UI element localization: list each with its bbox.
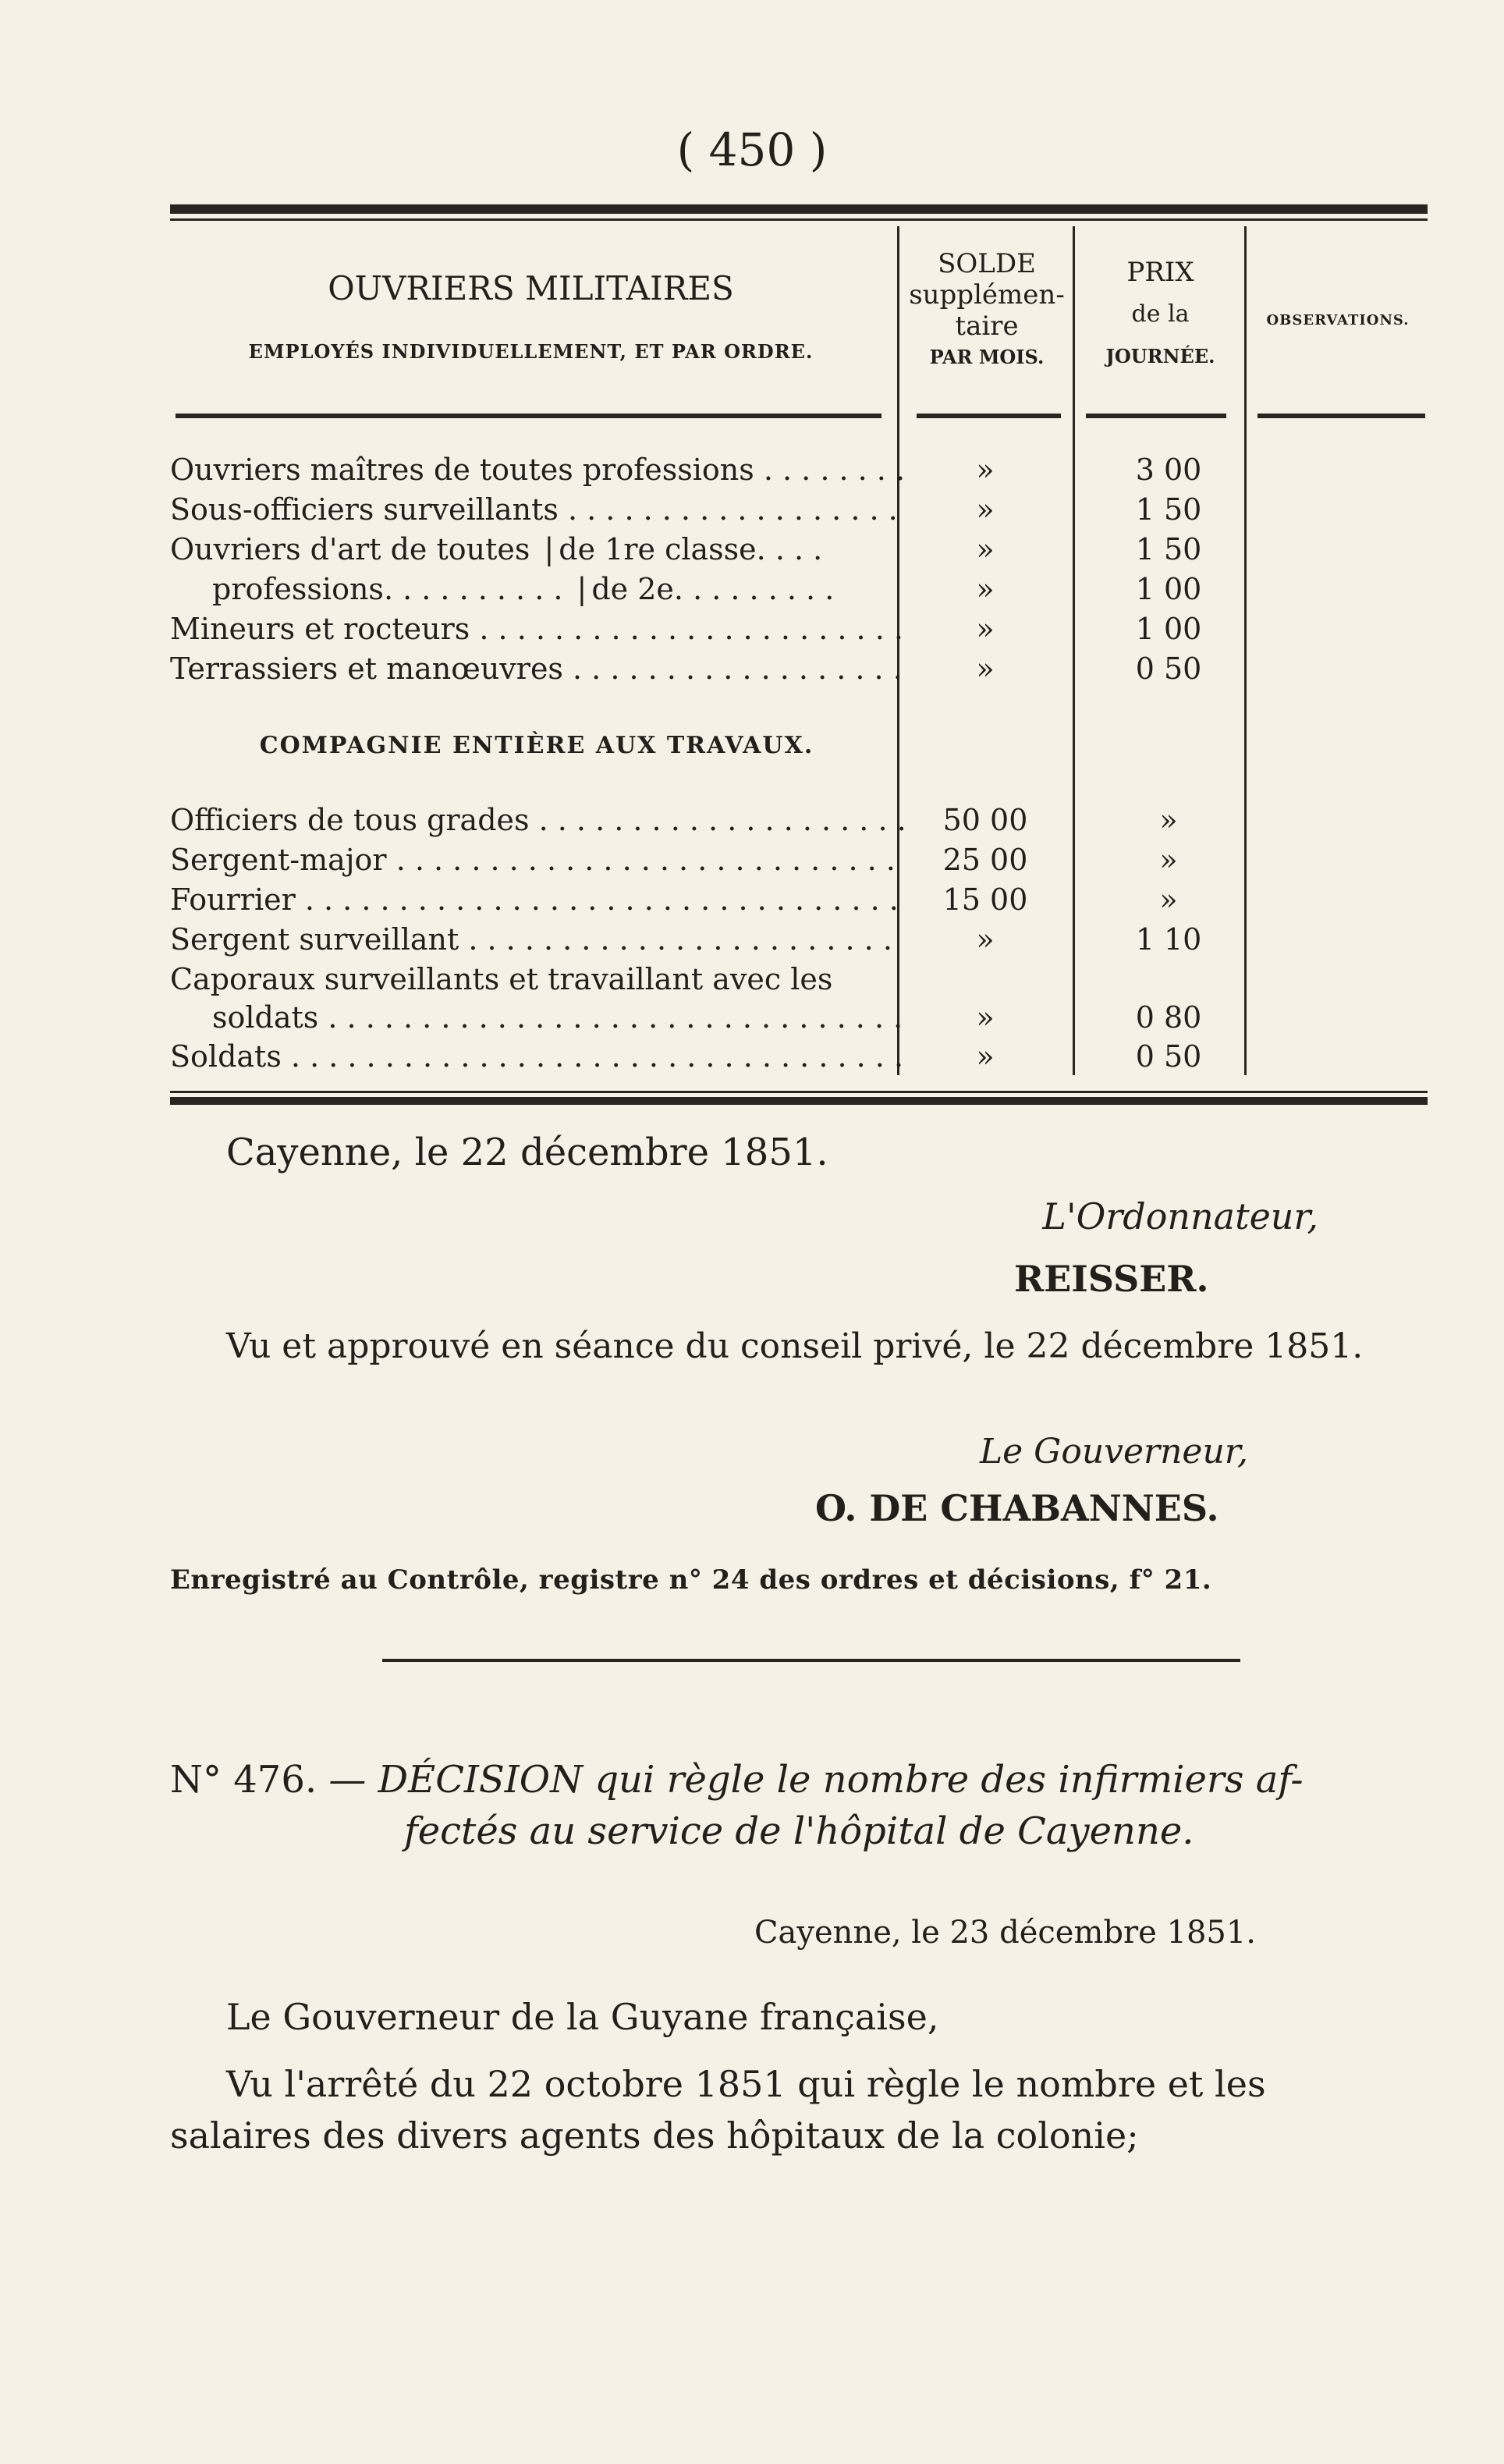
table-row [170,569,1504,609]
row-prix: 3 00 [1135,453,1202,487]
solde-header-line: supplémen- [909,279,1065,311]
row-label: Mineurs et rocteurs . . . [170,609,903,649]
top-rule [170,204,1428,214]
header-rule [917,414,1061,418]
row-dots: . . . . [756,532,823,566]
solde-header-line: PAR MOIS. [929,346,1045,368]
row-label: Sergent surveillant . . . [170,919,903,960]
prix-header-line: PRIX [1126,257,1194,288]
bottom-rule [170,1097,1428,1105]
header-rule [1257,414,1425,418]
decision-number: N° 476. [170,1758,317,1802]
row-solde: 50 00 [942,803,1028,837]
row-solde: 25 00 [942,843,1028,877]
decision-heading: — DÉCISION qui règle le nombre des infirmiers af- [328,1758,1304,1802]
gouverneur-name: O. DE CHABANNES. [815,1487,1219,1529]
observations-header: OBSERVATIONS. [1266,312,1410,328]
row-solde: » [976,1039,995,1074]
row-label: Officiers de tous grades . . . [170,800,903,840]
row-label: Soldats . . . [170,1036,903,1077]
table-row [170,489,1504,530]
table-row [170,959,1504,999]
row-prix: 1 00 [1135,572,1202,606]
page-number: ( 450 ) [676,123,828,176]
row-label-main: Ouvriers d'art de toutes [170,532,530,566]
table-header-title: OUVRIERS MILITAIRES [328,269,734,307]
row-prix: » [1159,882,1178,917]
row-prix: 0 50 [1135,652,1202,686]
decision-title-line1 [170,1754,1434,1805]
table-row [170,1036,1504,1077]
gouverneur-title: Le Gouverneur, [979,1432,1248,1472]
ordonnateur-name: REISSER. [1014,1258,1209,1300]
row-prix: 1 10 [1135,922,1202,957]
decision-para1: Le Gouverneur de la Guyane française, [226,1996,939,2038]
table-header-subtitle: EMPLOYÉS INDIVIDUELLEMENT, ET PAR ORDRE. [248,340,814,363]
solde-header-line: taire [955,311,1019,342]
table-row [170,919,1504,960]
table-row [170,449,1504,490]
row-dots: . . . . . . . . . [673,572,835,606]
row-label: Sous-officiers surveillants . . . [170,489,903,530]
row-label: Caporaux surveillants et travaillant avec les [170,962,833,996]
prix-header [1077,251,1244,378]
table-row [170,879,1504,920]
table-subheading: COMPAGNIE ENTIÈRE AUX TRAVAUX. [259,732,814,759]
solde-header [901,248,1073,373]
decision-title [170,1754,1434,1857]
row-label: Sergent-major . . . [170,840,903,880]
brace: | [576,572,587,606]
top-rule-thin [170,218,1428,221]
decision-date: Cayenne, le 23 décembre 1851. [754,1915,1256,1951]
solde-header-line: SOLDE [938,248,1036,279]
row-label [170,529,888,570]
table-row [170,609,1504,649]
row-solde: » [976,572,995,606]
row-prix: 1 00 [1135,612,1202,646]
table-row [170,840,1504,880]
registration-text: Enregistré au Contrôle, registre n° 24 des ordres et décisions, f° 21. [170,1564,1212,1596]
row-label-class: de 1re classe [559,532,757,566]
row-prix: » [1159,803,1178,837]
row-dots: . . . . . . . . . . [383,572,563,606]
row-label: soldats . . . [170,997,903,1038]
row-prix: 1 50 [1135,532,1202,566]
decision-para2-line2: salaires des divers agents des hôpitaux de la colonie; [170,2114,1139,2157]
row-solde: » [976,492,995,527]
approval-text [170,1323,1442,1370]
row-prix: 0 80 [1135,1000,1202,1035]
row-solde: » [976,1000,995,1035]
approval-line: Vu et approuvé en séance du conseil privé, le 22 décembre 1851. [226,1326,1364,1366]
row-solde: » [976,453,995,487]
row-solde: » [976,612,995,646]
brace: | [544,532,555,566]
row-prix: 1 50 [1135,492,1202,527]
row-prix: 0 50 [1135,1039,1202,1074]
row-label [170,569,888,609]
row-solde: » [976,532,995,566]
bottom-rule-thin [170,1091,1428,1093]
row-label: Fourrier . . . [170,879,903,920]
decision-title-line2: fectés au service de l'hôpital de Cayenne. [404,1809,1194,1853]
row-prix: » [1159,843,1178,877]
header-rule [176,414,881,418]
table-row [170,800,1504,840]
row-solde: » [976,652,995,686]
row-label-main: professions [212,572,384,606]
prix-header-line: de la [1131,300,1190,328]
signoff-place-date: Cayenne, le 22 décembre 1851. [226,1131,828,1174]
prix-header-line: JOURNÉE. [1105,345,1215,367]
table-row [170,648,1504,689]
ordonnateur-title: L'Ordonnateur, [1042,1195,1318,1237]
decision-para2-line1: Vu l'arrêté du 22 octobre 1851 qui règle le nombre et les [226,2063,1266,2105]
decision-para2 [170,2058,1434,2161]
table-row [170,997,1504,1038]
section-divider [382,1659,1240,1662]
row-solde: » [976,922,995,957]
header-rule [1086,414,1226,418]
row-label: Terrassiers et manœuvres . . . [170,648,903,689]
row-label-class: de 2e [591,572,674,606]
table-row [170,529,1504,570]
row-solde: 15 00 [942,882,1028,917]
row-label: Ouvriers maîtres de toutes professions . . . [170,449,903,490]
